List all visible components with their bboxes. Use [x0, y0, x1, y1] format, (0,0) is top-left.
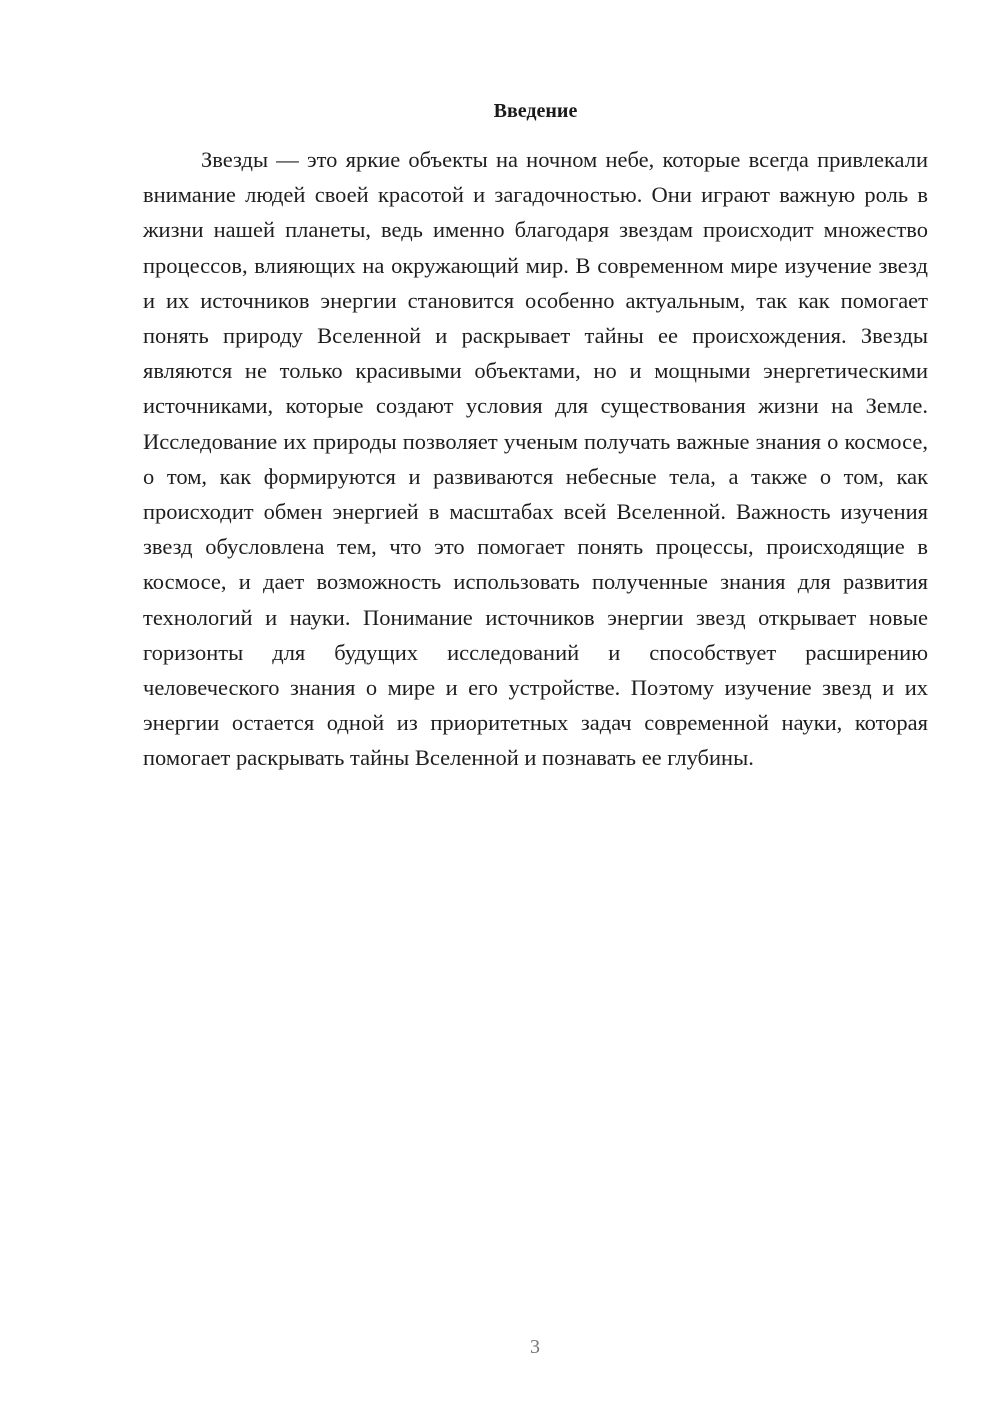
body-paragraph: Звезды — это яркие объекты на ночном небе, которые всегда привлекали внимание людей своей красотой и загадочностью. Они играют важную роль в жизни нашей планеты, ведь именно благодаря звездам происходит множество процессов, влияющих на окружающий мир. В современном мире изучение звезд и их источников энергии становится особенно актуальным, так как помогает понять природу Вселенной и раскрывает тайны ее происхождения. Звезды являются не только красивыми объектами, но и мощными энергетическими источниками, которые создают условия для существования жизни на Земле. Исследование их природы позволяет ученым получать важные знания о космосе, о том, как формируются и развиваются небесные тела, а также о том, как происходит обмен энергией в масштабах всей Вселенной. Важность изучения звезд обусловлена тем, что это помогает понять процессы, происходящие в космосе, и дает возможность использовать полученные знания для развития технологий и науки. Понимание источников энергии звезд открывает новые горизонты для будущих исследований и способствует расширению человеческого знания о мире и его устройстве. Поэтому изучение звезд и их энергии остается одной из приоритетных задач современной науки, которая помогает раскрывать тайны Вселенной и познавать ее глубины. — [143, 147, 928, 771]
section-title: Введение — [493, 100, 578, 122]
page-number: 3 — [530, 1336, 540, 1358]
